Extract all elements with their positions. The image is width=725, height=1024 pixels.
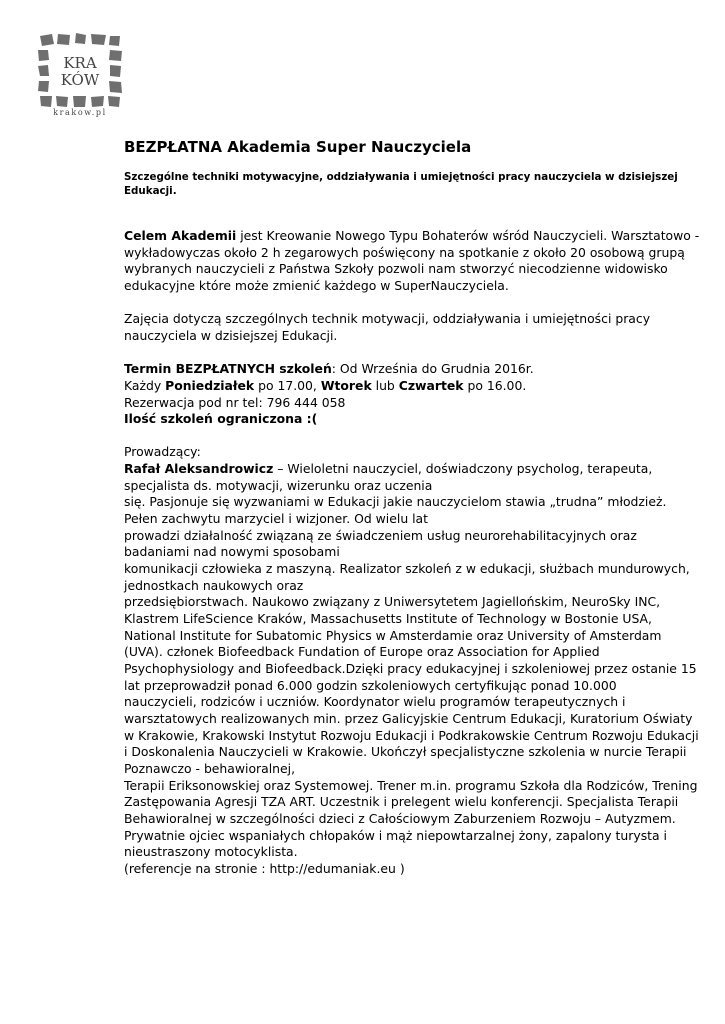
trainer-bio-1-text: – Wieloletni nauczyciel, doświadczony psycholog, terapeuta, specjalista ds. motywacji, wizerunku oraz uczenia [124,461,653,493]
days-line [124,378,704,395]
thursday-time: po 16.00. [463,377,527,393]
days-or: lub [371,377,399,393]
trainer-bio-3: prowadzi działalność związaną ze świadczeniem usług neurorehabilitacyjnych oraz badaniami nad nowymi sposobami [124,527,637,560]
term-line [124,361,704,378]
intro-bold: Celem Akademii [124,228,237,243]
page-title: BEZPŁATNA Akademia Super Nauczyciela [124,138,472,156]
trainer-bio-5: przedsiębiorstwach. Naukowo związany z Uniwersytetem Jagiellońskim, NeuroSky INC, Klastrem LifeScience Kraków, Massachusetts Institute of Technology w Bostonie USA, National Institute for Subatomic Physics w Amsterdamie oraz University of Amsterdam (UVA). członek Biofeedback Fundation of Europe oraz Association for Applied Psychophysiology and Biofeedback.Dzięki pracy edukacyjnej i szkoleniowej przez ostanie 15 lat przeprowadził ponad 6.000 godzin szkoleniowych certyfikując ponad 10.000 [124,594,697,693]
classes-paragraph: Zajęcia dotyczą szczególnych technik motywacji, oddziaływania i umiejętności pracy nauczyciela w dzisiejszej Edukacji. [124,311,651,343]
term-text: : Od Września do Grudnia 2016r. [331,361,534,377]
limited-bold: Ilość szkoleń ograniczona :( [124,411,318,427]
subtitle: Szczególne techniki motywacyjne, oddziaływania i umiejętności pracy nauczyciela w dzisiejszej Edukacji. [124,171,678,197]
intro-paragraph [124,228,704,295]
day-monday: Poniedziałek [165,377,255,393]
days-each: Każdy [124,377,166,393]
trainer-bio-4: komunikacji człowieka z maszyną. Realizator szkoleń z w edukacji, służbach mundurowych, jednostkach naukowych oraz [124,561,690,593]
day-tuesday: Wtorek [320,377,372,393]
trainer-heading: Prowadzący: [124,444,201,460]
trainer-name: Rafał Aleksandrowicz [124,461,274,477]
limited-line [124,411,704,428]
trainer-bio-6: nauczycieli, rodziców i uczniów. Koordynator wielu programów terapeutycznych i warsztatowych realizowanych min. przez Galicyjskie Centrum Edukacji, Kuratorium Oświaty w Krakowie, Krakowski Instytut Rozwoju Edukacji i Podkrakowskie Centrum Rozwoju Edukacji i Doskonalenia Nauczycieli w Krakowie. Ukończył specjalistyczne szkolenia w nurcie Terapii Poznawczo - behawioralnej, [124,694,699,776]
trainer-bio-7: Terapii Eriksonowskiej oraz Systemowej. Trener m.in. programu Szkoła dla Rodziców, Trening Zastępowania Agresji TZA ART. Uczestnik i prelegent wielu konferencji. Specjalista Terapii Behawioralnej w szczególności dzieci z Całościowym Zaburzeniem Rozwoju – Autyzmem. Prywatnie ojciec wspaniałych chłopaków i mąż niepowtarzalnej żony, zapalony turysta i nieustraszony motocyklista. [124,777,698,860]
term-bold: Termin BEZPŁATNYCH szkoleń [124,361,332,377]
trainer-bio-1 [124,461,704,494]
logo-url: krakow.pl [53,108,107,117]
reservation-line: Rezerwacja pod nr tel: 796 444 058 [124,394,346,410]
monday-time: po 17.00, [254,377,321,393]
day-thursday: Czwartek [398,377,464,393]
logo-text-top: KRA [63,54,97,72]
intro-text: jest Kreowanie Nowego Typu Bohaterów wśród Nauczycieli. Warsztatowo - wykładowyczas około 2 h zegarowych poświęcony na spotkanie z około 20 osobową grupą wybranych nauczycieli z Państwa Szkoły pozwoli nam stworzyć niecodzienne widowisko edukacyjne które może zmienić każdego w SuperNauczyciela. [124,228,700,293]
logo-text-bottom: KÓW [60,71,100,89]
trainer-bio-2: się. Pasjonuje się wyzwaniami w Edukacji jakie nauczycielom stawia „trudna” młodzież. Pełen zachwytu marzyciel i wizjoner. Od wielu lat [124,494,667,527]
document-body [124,137,704,878]
references-line: (referencje na stronie : http://edumaniak.eu ) [124,860,405,876]
